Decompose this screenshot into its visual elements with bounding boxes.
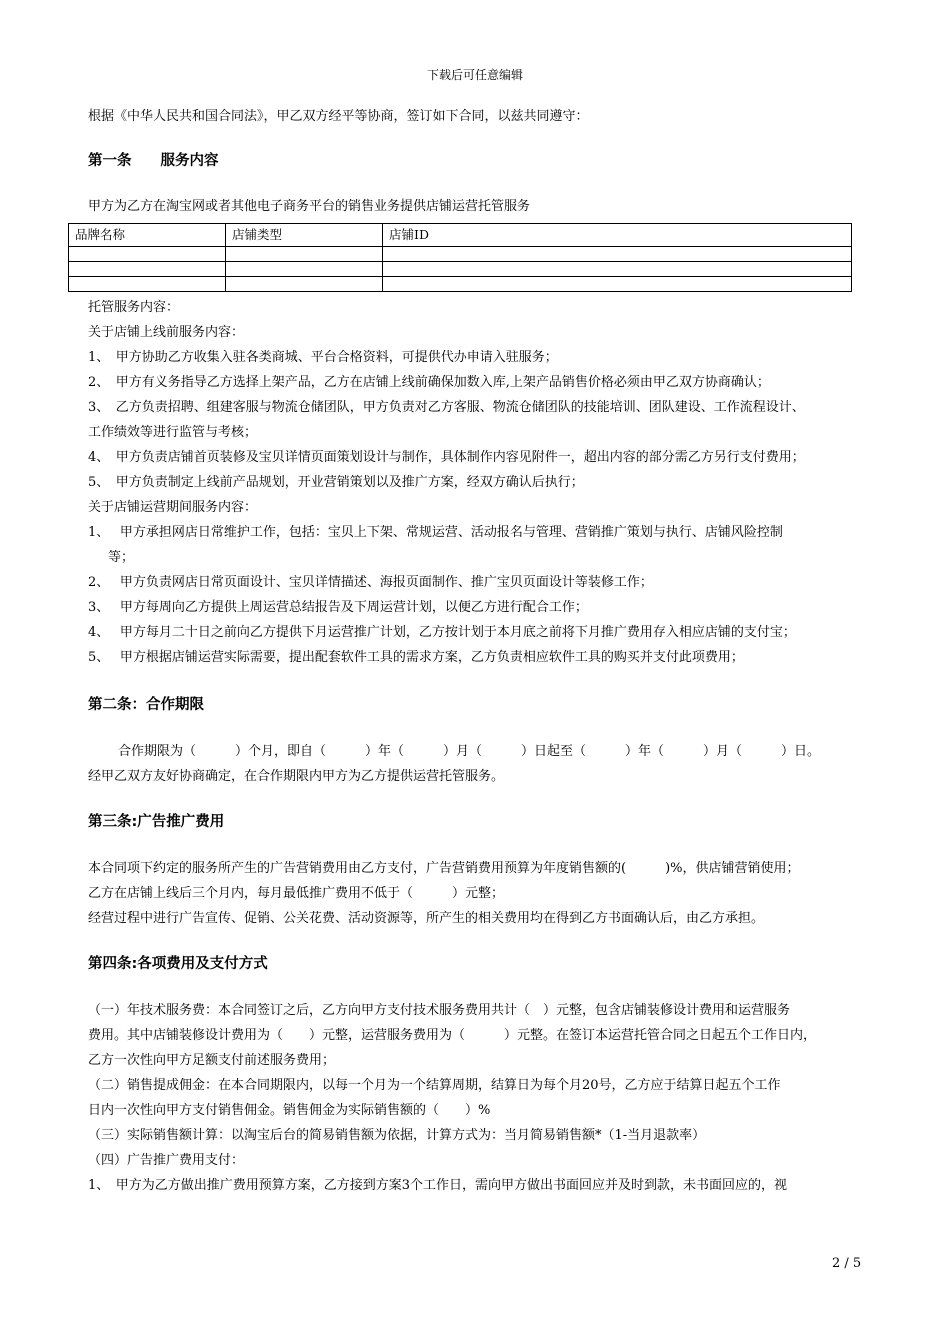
article4-line: 费用。其中店铺装修设计费用为（ ）元整，运营服务费用为（ ）元整。在签订本运营托管合同之日起五个工作日内， [88,1028,817,1043]
table-cell[interactable] [383,262,852,277]
article4-title: 第四条:各项费用及支付方式 [88,956,268,972]
table-cell[interactable] [69,262,226,277]
article1-desc: 甲方为乙方在淘宝网或者其他电子商务平台的销售业务提供店铺运营托管服务 [88,199,531,214]
article3-line: 乙方在店铺上线后三个月内，每月最低推广费用不低于（ ）元整； [88,886,505,901]
table-row [69,277,852,292]
pre-launch-label: 关于店铺上线前服务内容： [88,325,245,340]
list-item: 3、 乙方负责招聘、组建客服与物流仓储团队，甲方负责对乙方客服、物流仓储团队的技能培训、团队建设、工作流程设计、 [88,400,805,415]
article3-title: 第三条:广告推广费用 [88,814,225,830]
article2-text: 经甲乙双方友好协商确定，在合作期限内甲方为乙方提供运营托管服务。 [88,769,505,784]
col-store-id: 店铺ID [383,224,852,247]
list-item: 4、 甲方每月二十日之前向乙方提供下月运营推广计划，乙方按计划于本月底之前将下月推广费用存入相应店铺的支付宝； [88,625,796,640]
table-cell[interactable] [383,247,852,262]
article4-line: （三）实际销售额计算：以淘宝后台的简易销售额为依据，计算方式为：当月简易销售额*（1-当月退款率） [88,1128,706,1143]
table-cell[interactable] [226,247,383,262]
table-header-row [69,224,852,247]
col-brand: 品牌名称 [69,224,226,247]
col-store-type: 店铺类型 [226,224,383,247]
article4-line: 日内一次性向甲方支付销售佣金。销售佣金为实际销售额的（ ）% [88,1103,491,1118]
list-item: 5、 甲方负责制定上线前产品规划，开业营销策划以及推广方案，经双方确认后执行； [88,475,584,490]
table-cell[interactable] [69,277,226,292]
store-table [68,223,852,292]
table-cell[interactable] [383,277,852,292]
article4-line: （四）广告推广费用支付： [88,1153,245,1168]
list-item: 3、 甲方每周向乙方提供上周运营总结报告及下周运营计划，以便乙方进行配合工作； [88,600,588,615]
article4-line: 1、 甲方为乙方做出推广费用预算方案，乙方接到方案3个工作日，需向甲方做出书面回应并及时到款，未书面回应的，视 [88,1178,788,1193]
list-item: 1、 甲方协助乙方收集入驻各类商城、平台合格资料，可提供代办申请入驻服务； [88,350,558,365]
document-body [75,104,874,1198]
article3-line: 本合同项下约定的服务所产生的广告营销费用由乙方支付，广告营销费用预算为年度销售额的( )%，供店铺营销使用； [88,861,800,876]
service-label: 托管服务内容： [88,300,180,315]
list-item: 工作绩效等进行监管与考核； [88,425,258,440]
table-cell[interactable] [69,247,226,262]
article2-title: 第二条：合作期限 [88,697,204,713]
table-cell[interactable] [226,262,383,277]
list-item: 2、 甲方负责网店日常页面设计、宝贝详情描述、海报页面制作、推广宝贝页面设计等装修工作； [88,575,653,590]
article1-title: 第一条 服务内容 [88,153,219,169]
intro-text: 根据《中华人民共和国合同法》，甲乙双方经平等协商，签订如下合同，以兹共同遵守： [88,109,589,124]
list-item: 4、 甲方负责店铺首页装修及宝贝详情页面策划设计与制作，具体制作内容见附件一，超出内容的部分需乙方另行支付费用； [88,450,805,465]
table-row [69,262,852,277]
operations-label: 关于店铺运营期间服务内容： [88,500,258,515]
article2-period: 合作期限为（ ）个月，即自（ ）年（ ）月（ ）日起至（ ）年（ ）月（ ）日。 [118,744,821,759]
article4-line: 乙方一次性向甲方足额支付前述服务费用； [88,1053,336,1068]
list-item: 2、 甲方有义务指导乙方选择上架产品，乙方在店铺上线前确保加数入库,上架产品销售价格必须由甲乙双方协商确认； [88,375,770,390]
page-number: 2 / 5 [832,1256,862,1271]
list-item: 1、 甲方承担网店日常维护工作，包括：宝贝上下架、常规运营、活动报名与管理、营销推广策划与执行、店铺风险控制 [88,525,783,540]
article4-line: （一）年技术服务费：本合同签订之后，乙方向甲方支付技术服务费用共计（ ）元整，包含店铺装修设计费用和运营服务 [88,1003,791,1018]
table-cell[interactable] [226,277,383,292]
page-header: 下载后可任意编辑 [426,68,523,82]
table-row [69,247,852,262]
article3-line: 经营过程中进行广告宣传、促销、公关花费、活动资源等，所产生的相关费用均在得到乙方书面确认后，由乙方承担。 [88,911,765,926]
article4-line: （二）销售提成佣金：在本合同期限内，以每一个月为一个结算周期，结算日为每个月20号，乙方应于结算日起五个工作 [88,1078,781,1093]
list-item: 5、 甲方根据店铺运营实际需要，提出配套软件工具的需求方案，乙方负责相应软件工具的购买并支付此项费用； [88,650,744,665]
list-item-continuation: 等； [108,550,135,565]
